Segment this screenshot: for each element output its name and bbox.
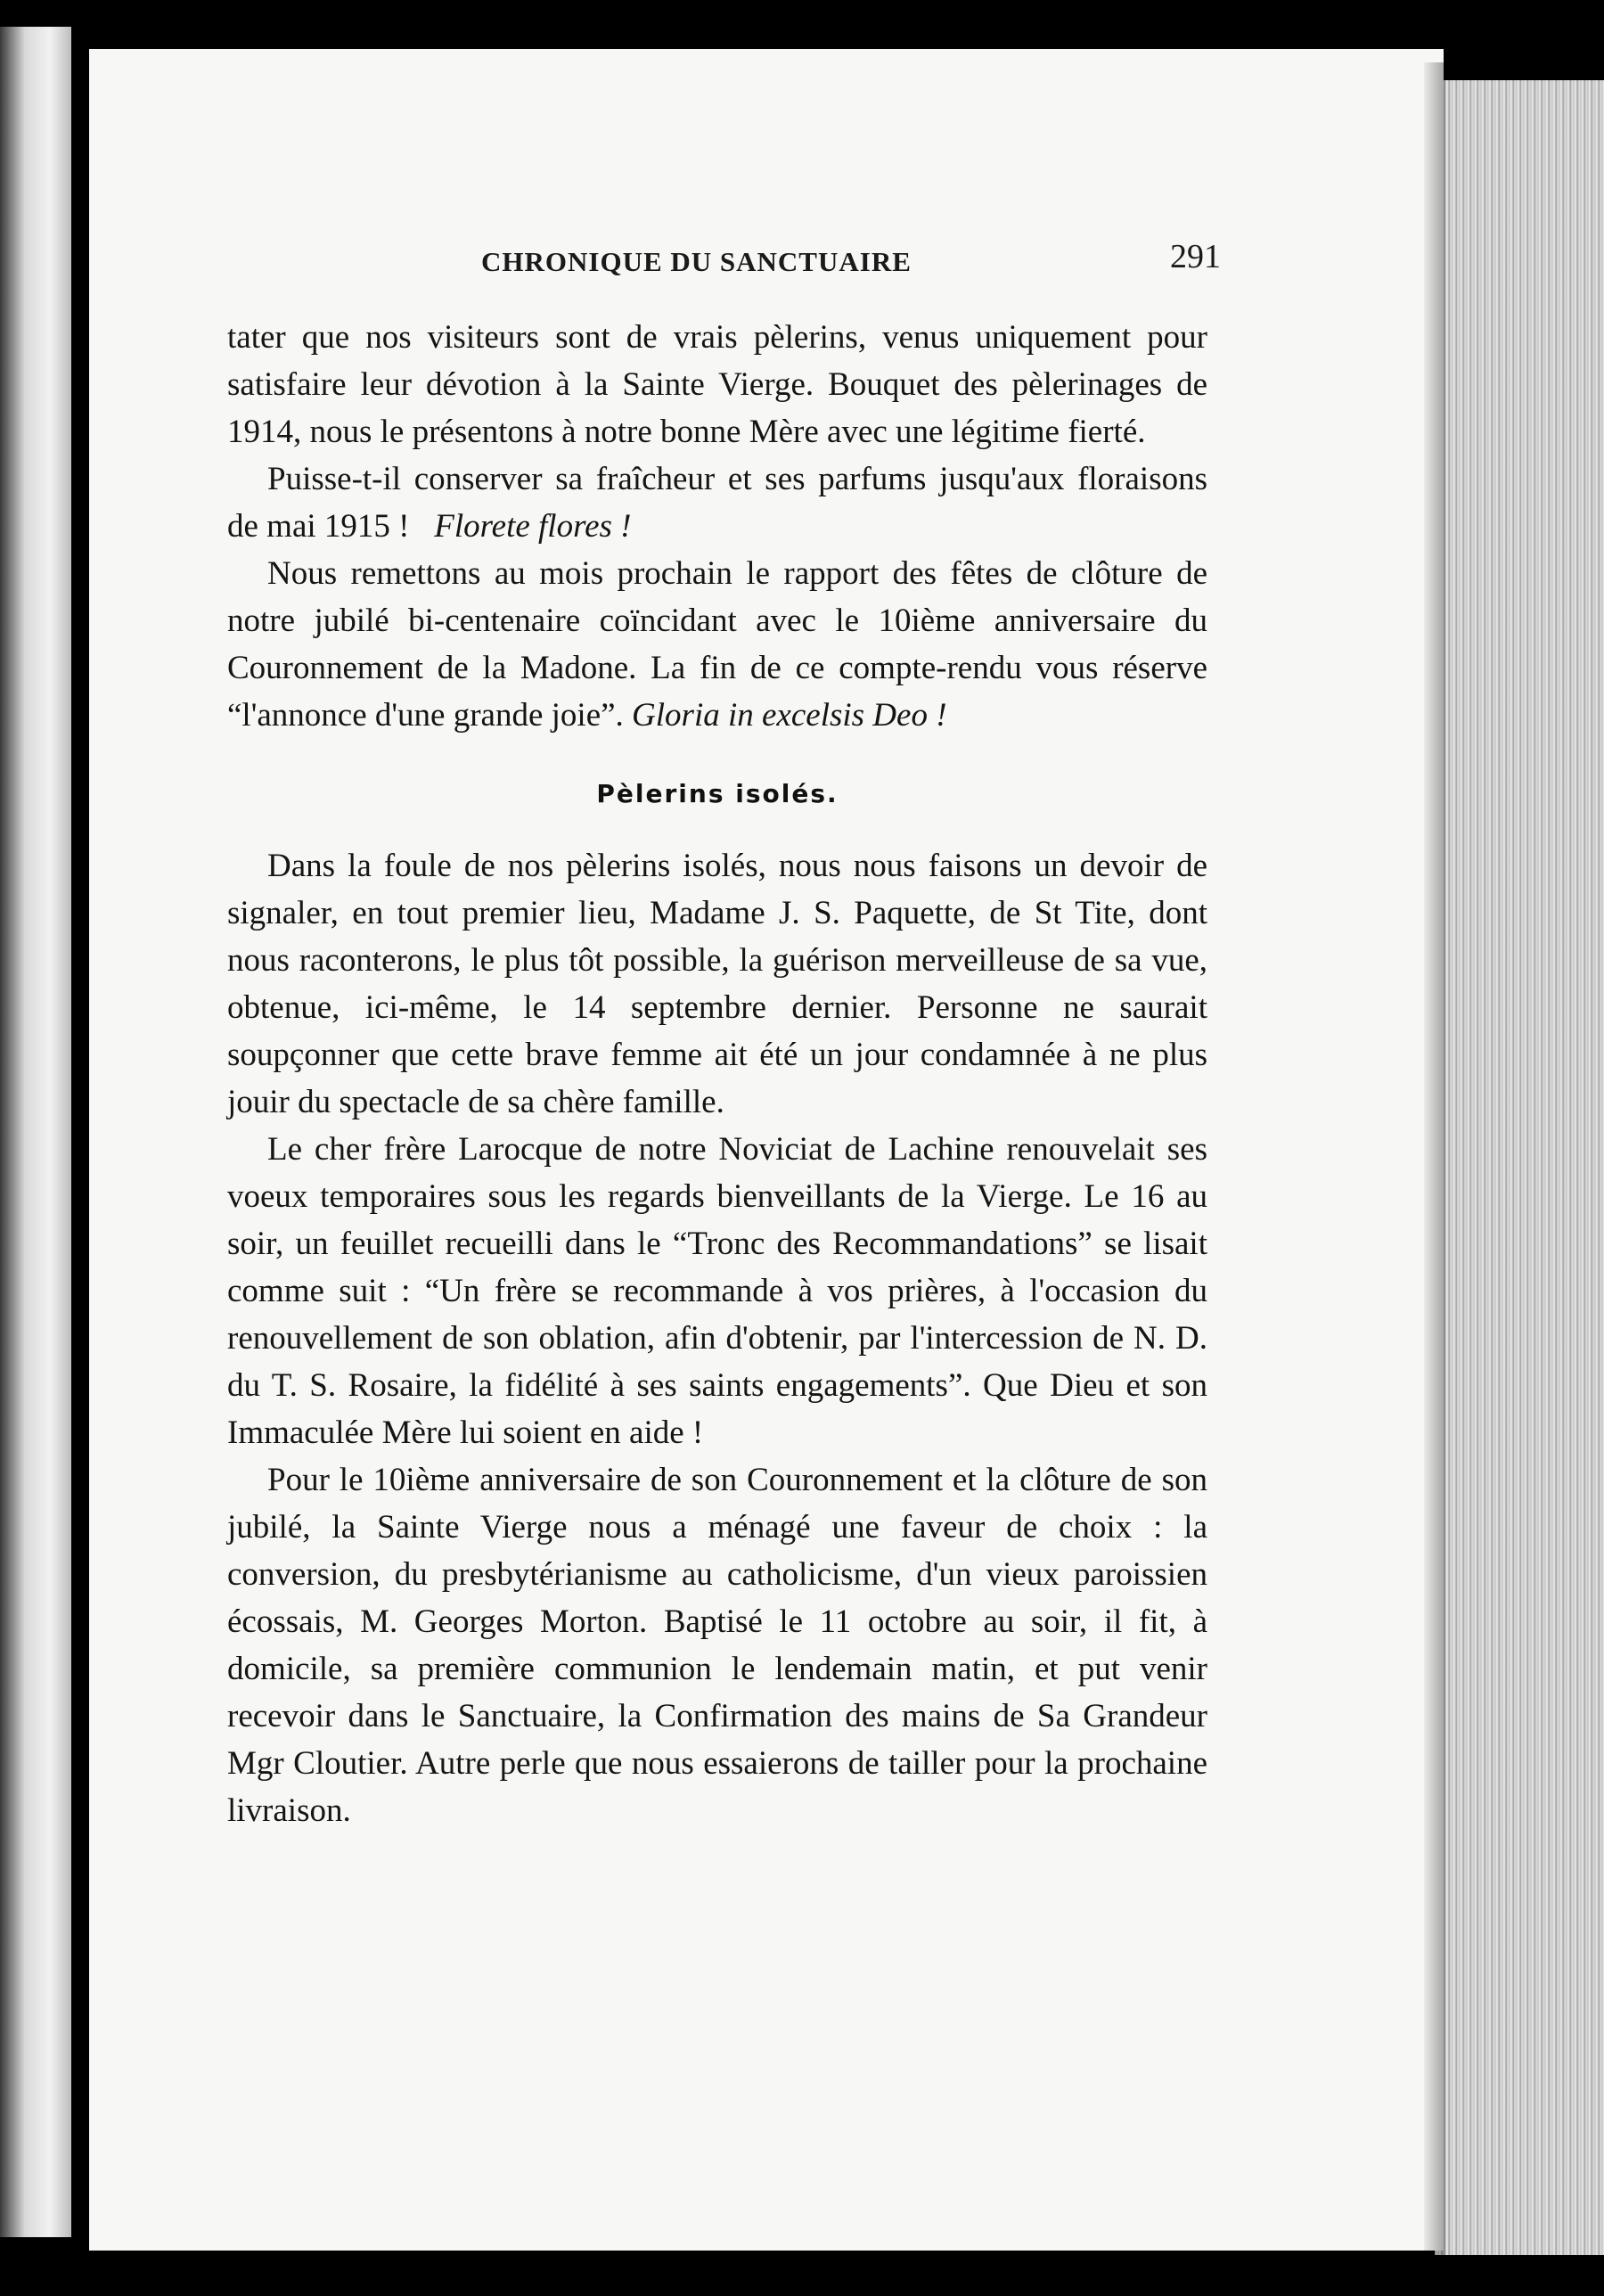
paragraph-intro-3-italic: Gloria in excelsis Deo ! [632,697,947,734]
paragraph-intro-2-text: Puisse-t-il conserver sa fraîcheur et ses parfums jusqu'aux floraisons de mai 1915 ! [227,461,1207,545]
left-page-edge [0,27,71,2237]
page-number: 291 [1170,238,1221,275]
paragraph-section-3: Pour le 10ième anniversaire de son Couronnement et la clôture de son jubilé, la Sainte Vierge nous a ménagé une faveur de choix : la conversion, du presbytérianisme au catholicisme, d'un vieux paroissien écossais, M. Georges Morton. Baptisé le 11 octobre au soir, il fit, à domicile, sa première communion le lendemain matin, et put venir recevoir dans le Sanctuaire, la Confirmation des mains de Sa Grandeur Mgr Cloutier. Autre perle que nous essaierons de tailler pour la prochaine livraison. [227,1462,1207,1829]
page-header [481,238,1221,296]
paragraph-intro-1: tater que nos visiteurs sont de vrais pèlerins, venus uniquement pour satisfaire leur dévotion à la Sainte Vierge. Bouquet des pèlerinages de 1914, nous le présentons à notre bonne Mère avec une légitime fierté. [227,319,1207,450]
right-page-edges [1435,80,1604,2255]
paragraph-section-1: Dans la foule de nos pèlerins isolés, nous nous faisons un devoir de signaler, en tout premier lieu, Madame J. S. Paquette, de St Tite, dont nous raconterons, le plus tôt possible, la guérison merveilleuse de sa vue, obtenue, ici-même, le 14 septembre dernier. Personne ne saurait soupçonner que cette brave femme ait été un jour condamnée à ne plus jouir du spectacle de sa chère famille. [227,848,1207,1120]
section-heading: Pèlerins isolés. [596,779,839,808]
page-edge-shadow [1424,62,1445,2255]
paragraph-intro-2-italic: Florete flores ! [434,508,632,545]
body-text [227,314,1207,1834]
paragraph-intro-3 [227,550,1207,739]
paragraph-section-2: Le cher frère Larocque de notre Noviciat de Lachine renouvelait ses voeux temporaires sous les regards bienveillants de la Vierge. Le 16 au soir, un feuillet recueilli dans le “Tronc des Recommandations” se lisait comme suit : “Un frère se recommande à vos prières, à l'occasion du renouvellement de son oblation, afin d'obtenir, par l'intercession de N. D. du T. S. Rosaire, la fidélité à ses saints engagements”. Que Dieu et son Immaculée Mère lui soient en aide ! [227,1131,1207,1451]
paragraph-intro-3-text: Nous remettons au mois prochain le rapport des fêtes de clôture de notre jubilé bi-centenaire coïncidant avec le 10ième anniversaire du Couronnement de la Madone. La fin de ce compte-rendu vous réserve “l'annonce d'une grande joie”. [227,555,1207,734]
paragraph-intro-2 [227,455,1207,550]
running-head: CHRONIQUE DU SANCTUAIRE [481,246,912,277]
